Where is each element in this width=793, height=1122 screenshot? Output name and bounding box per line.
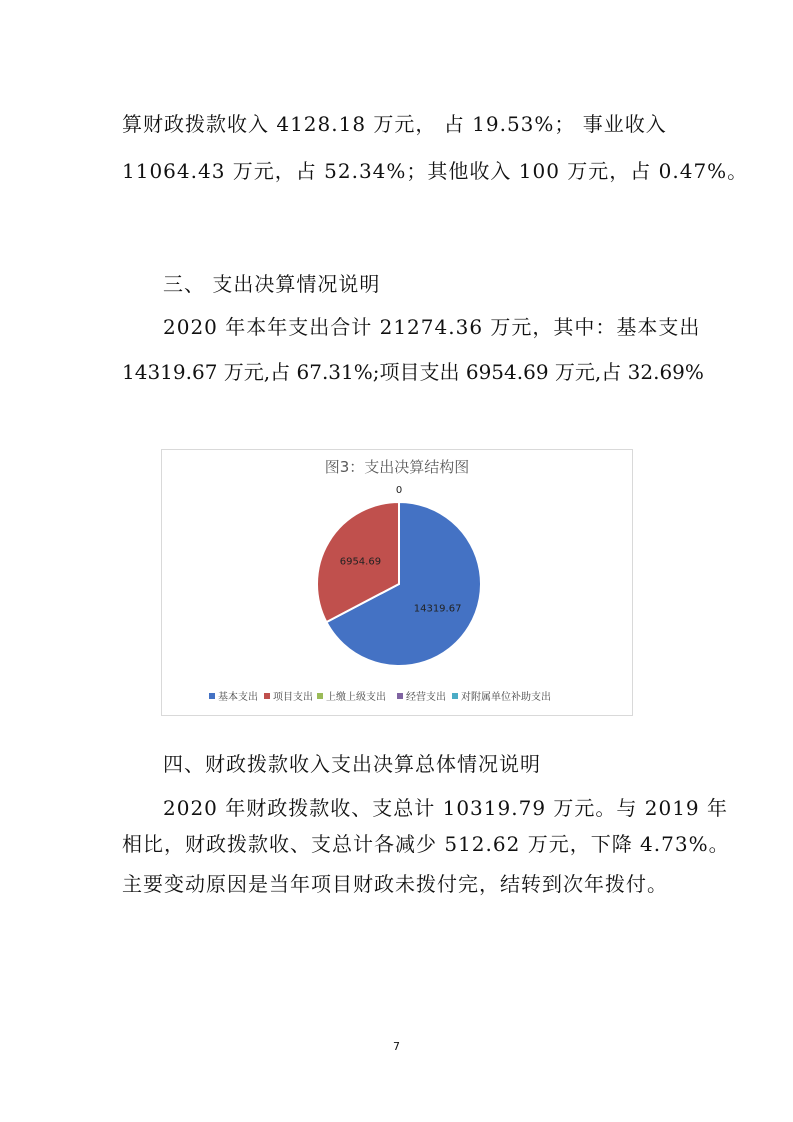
- pie-chart-svg: [162, 450, 632, 715]
- section-3-line-2: 14319.67 万元,占 67.31%;项目支出 6954.69 万元,占 32.69%: [122, 360, 704, 384]
- legend-label-4: 经营支出: [406, 692, 446, 703]
- legend-label-2: 项目支出: [273, 692, 313, 703]
- section-4-line-1: 2020 年财政拨款收、支总计 10319.79 万元。与 2019 年: [163, 796, 729, 820]
- legend-label-3: 上缴上级支出: [326, 692, 386, 703]
- legend-swatch-5: [452, 693, 458, 699]
- legend-swatch-4: [397, 693, 403, 699]
- section-4-line-3: 主要变动原因是当年项目财政未拨付完，结转到次年拨付。: [122, 872, 668, 896]
- page-number: 7: [393, 1040, 400, 1053]
- section-4-heading: 四、财政拨款收入支出决算总体情况说明: [163, 752, 541, 776]
- paragraph-line-2: 11064.43 万元，占 52.34%；其他收入 100 万元，占 0.47%。: [122, 159, 749, 183]
- legend-swatch-1: [209, 693, 215, 699]
- legend-swatch-3: [317, 693, 323, 699]
- section-3-heading: 三、 支出决算情况说明: [163, 272, 381, 296]
- section-3-line-1: 2020 年本年支出合计 21274.36 万元，其中：基本支出: [163, 315, 701, 339]
- paragraph-line-1: 算财政拨款收入 4128.18 万元， 占 19.53%； 事业收入: [122, 112, 667, 136]
- chart-title: 图3：支出决算结构图: [324, 458, 470, 476]
- expense-structure-chart: [161, 449, 633, 716]
- data-label-1: 14319.67: [413, 603, 462, 615]
- legend-label-5: 对附属单位补助支出: [461, 692, 551, 703]
- data-label-2: 6954.69: [339, 556, 382, 568]
- legend-label-1: 基本支出: [218, 692, 258, 703]
- legend-swatch-2: [264, 693, 270, 699]
- section-4-line-2: 相比，财政拨款收、支总计各减少 512.62 万元，下降 4.73%。: [122, 832, 730, 856]
- data-label-3: 0: [395, 485, 403, 496]
